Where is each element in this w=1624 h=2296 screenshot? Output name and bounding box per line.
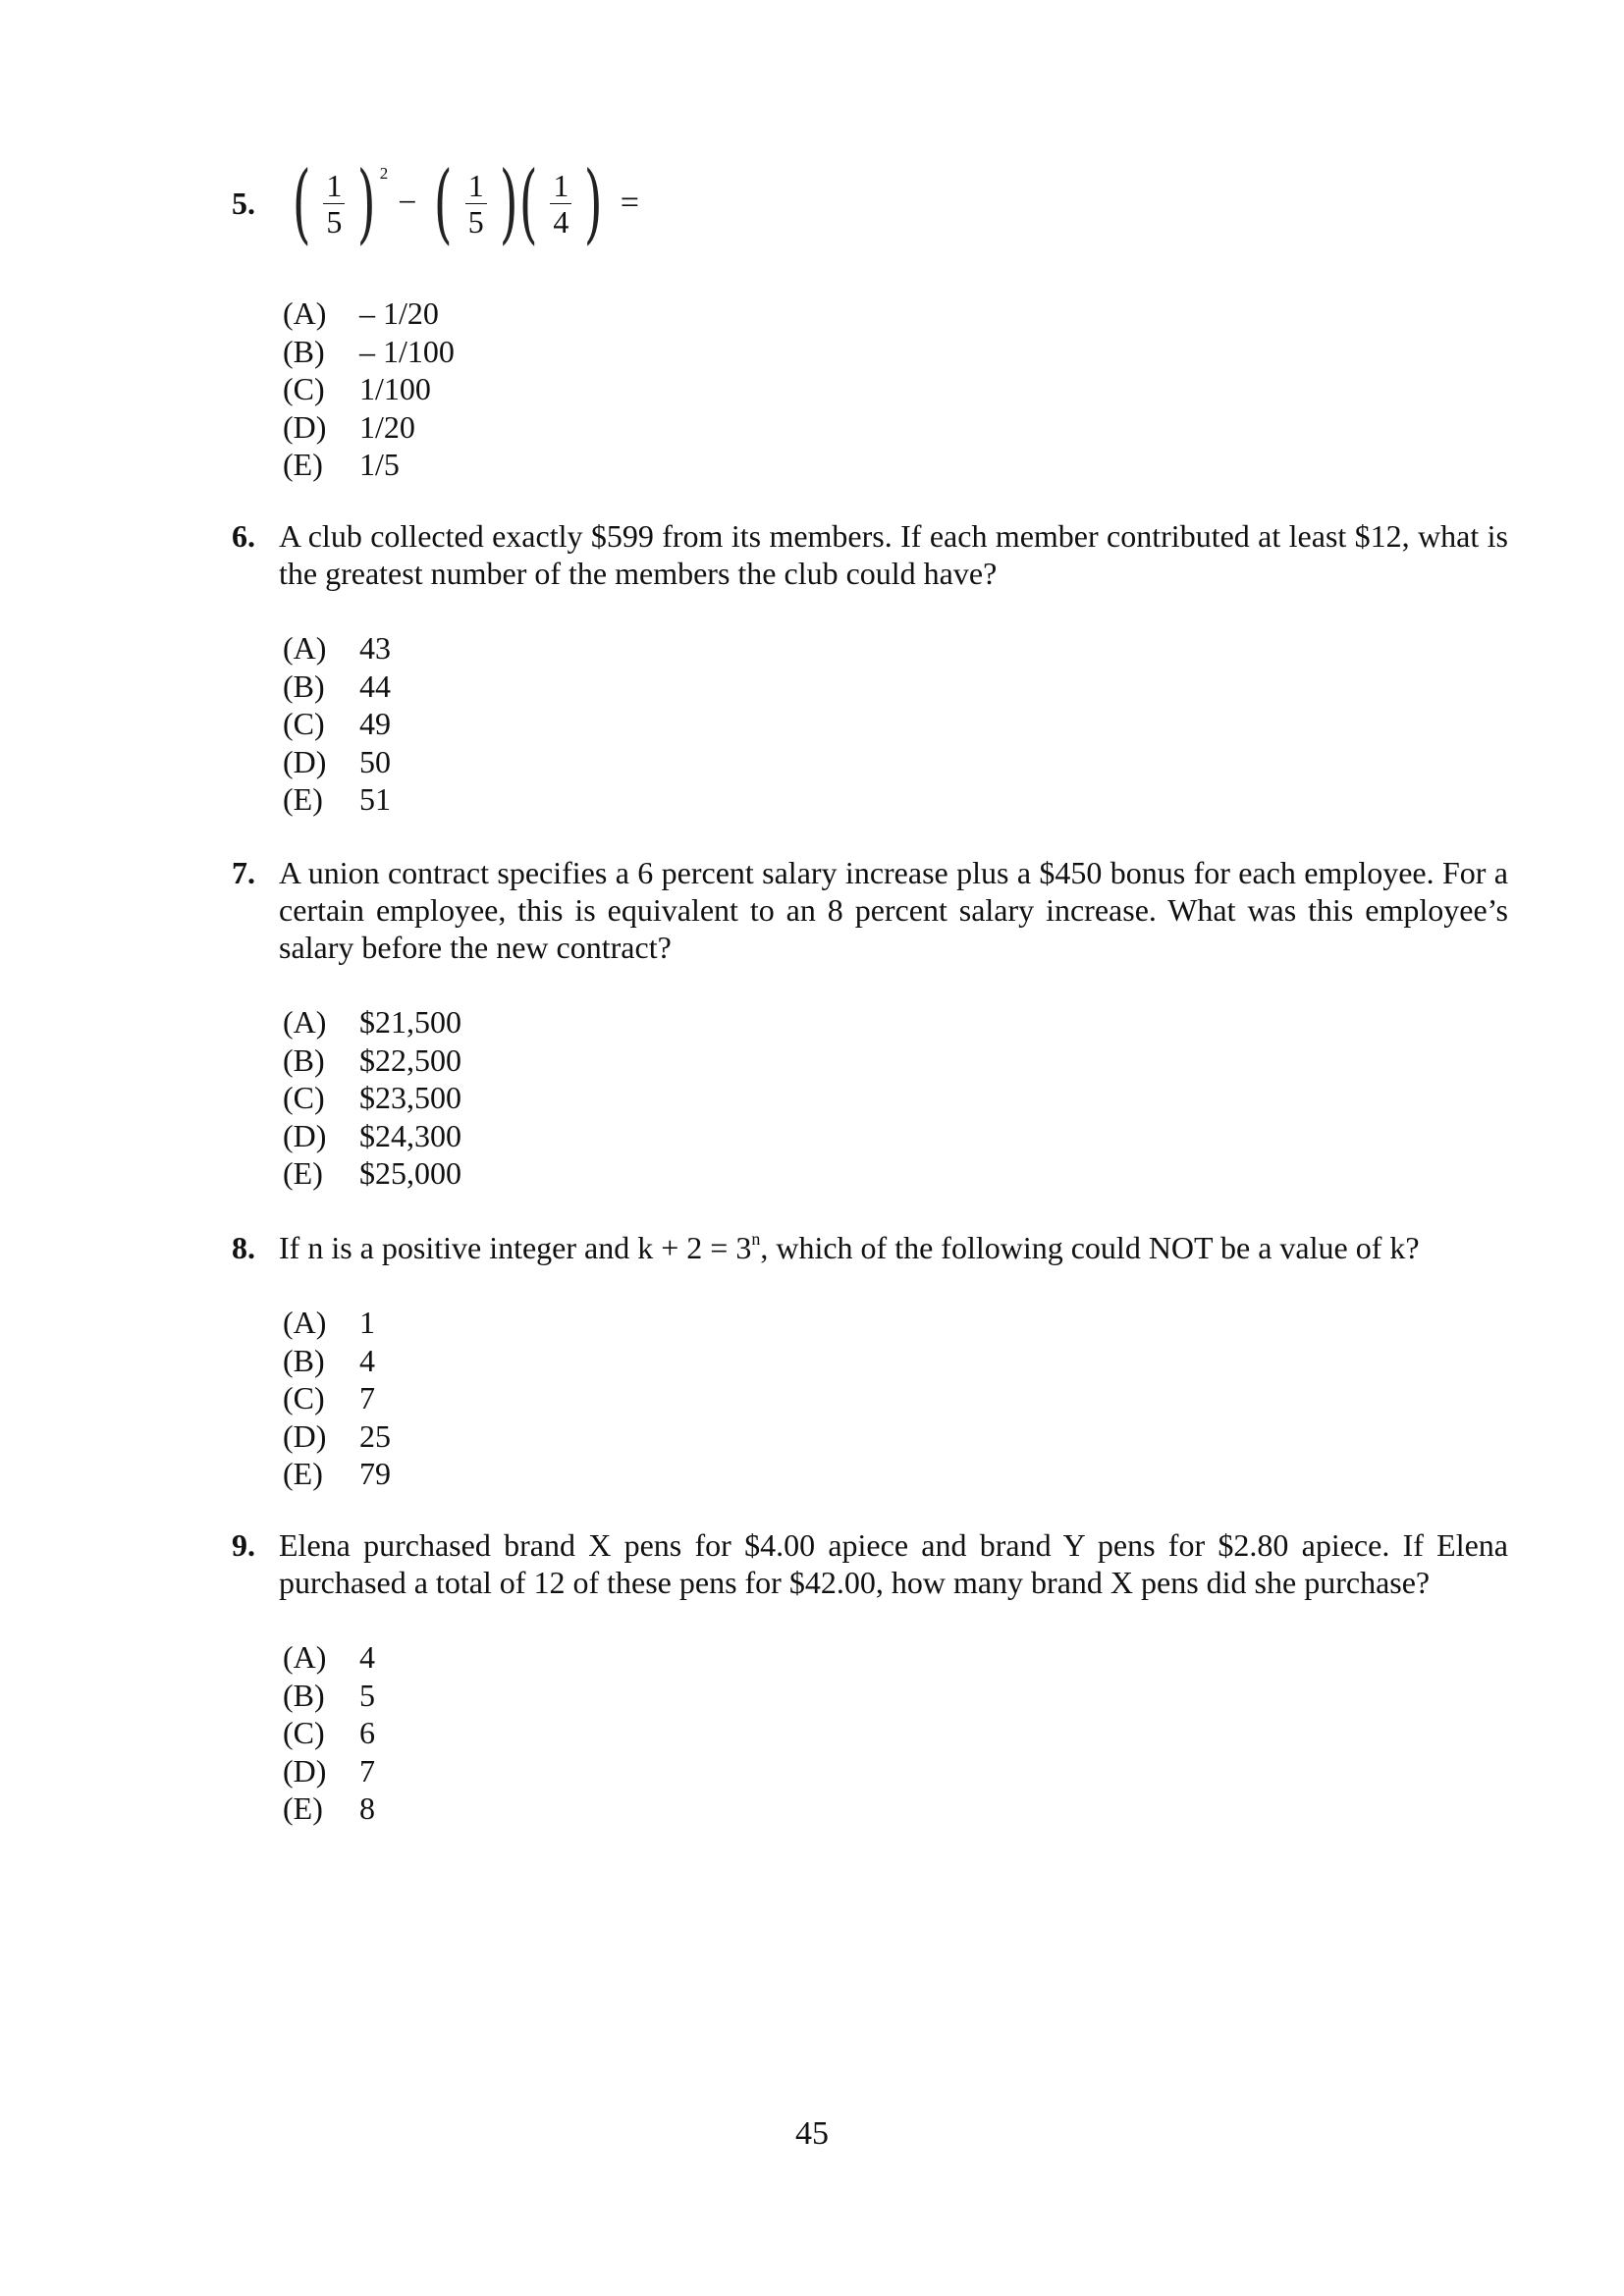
question-9 bbox=[232, 1526, 1508, 1828]
choice-label: (A) bbox=[283, 1639, 327, 1675]
choice-label: (E) bbox=[283, 447, 323, 482]
choice-value: 51 bbox=[359, 781, 391, 817]
choice-value: 79 bbox=[359, 1456, 391, 1491]
fraction-1-over-4 bbox=[547, 168, 574, 240]
answer-choices bbox=[283, 294, 1508, 484]
choice-value: 1/100 bbox=[359, 371, 431, 406]
denominator: 5 bbox=[467, 203, 484, 240]
choice-value: 4 bbox=[359, 1639, 375, 1675]
minus-sign: − bbox=[398, 185, 417, 221]
choice-label: (D) bbox=[283, 1117, 327, 1153]
question-8 bbox=[232, 1229, 1508, 1493]
numerator: 1 bbox=[326, 167, 343, 203]
fraction-1-over-5 bbox=[462, 168, 490, 240]
choice-c[interactable] bbox=[283, 1379, 1508, 1417]
choice-d[interactable] bbox=[283, 408, 1508, 447]
choice-value: 25 bbox=[359, 1417, 391, 1454]
choice-label: (E) bbox=[283, 1456, 323, 1491]
choice-label: (C) bbox=[283, 706, 325, 741]
choice-label: (B) bbox=[283, 1041, 325, 1078]
choice-label: (C) bbox=[283, 1080, 325, 1115]
left-paren: ( bbox=[518, 152, 538, 253]
question-7 bbox=[232, 854, 1508, 1193]
choice-value: – 1/20 bbox=[359, 295, 439, 331]
choice-value: 4 bbox=[359, 1342, 375, 1378]
answer-choices bbox=[283, 1304, 1508, 1493]
question-text: A union contract specifies a 6 percent salary increase plus a $450 bonus for each employee. For a certain employee, this is equivalent to an 8 percent salary increase. What was this employee’s salary before the new contract? bbox=[279, 855, 1508, 965]
choice-value: $25,000 bbox=[359, 1155, 461, 1191]
choice-e[interactable] bbox=[283, 780, 1508, 819]
choice-d[interactable] bbox=[283, 1752, 1508, 1790]
right-paren: ) bbox=[499, 152, 518, 253]
choice-value: 43 bbox=[359, 630, 391, 666]
question-text: A club collected exactly $599 from its members. If each member contributed at least $12, what is the greatest number of the members the club could have? bbox=[279, 518, 1508, 591]
paren-group-2 bbox=[426, 152, 525, 253]
math-expression bbox=[285, 149, 649, 257]
question-5-choices bbox=[232, 257, 1508, 484]
fraction-1-over-5 bbox=[320, 168, 348, 240]
choice-a[interactable] bbox=[283, 294, 1508, 333]
choice-d[interactable] bbox=[283, 743, 1508, 781]
choice-label: (B) bbox=[283, 333, 325, 369]
choice-label: (E) bbox=[283, 1155, 323, 1191]
question-text: Elena purchased brand X pens for $4.00 apiece and brand Y pens for $2.80 apiece. If Elena purchased a total of 12 of these pens for $42.00, how many brand X pens did she purchase? bbox=[279, 1527, 1508, 1600]
choice-value: $22,500 bbox=[359, 1041, 461, 1078]
answer-choices bbox=[283, 1638, 1508, 1828]
choice-value: 8 bbox=[359, 1790, 375, 1826]
page-number: 45 bbox=[795, 2115, 829, 2152]
choice-d[interactable] bbox=[283, 1117, 1508, 1155]
choice-c[interactable] bbox=[283, 1714, 1508, 1752]
choice-label: (D) bbox=[283, 408, 327, 445]
question-number: 7. bbox=[232, 855, 255, 890]
choice-label: (C) bbox=[283, 1715, 325, 1750]
question-number: 5. bbox=[232, 186, 255, 221]
choice-a[interactable] bbox=[283, 629, 1508, 667]
choice-c[interactable] bbox=[283, 705, 1508, 743]
answer-choices bbox=[283, 1003, 1508, 1193]
choice-label: (C) bbox=[283, 1380, 325, 1415]
question-number: 9. bbox=[232, 1527, 255, 1563]
right-paren: ) bbox=[357, 152, 376, 253]
choice-e[interactable] bbox=[283, 1154, 1508, 1193]
right-paren: ) bbox=[584, 152, 604, 253]
denominator: 5 bbox=[326, 203, 343, 240]
left-paren: ( bbox=[292, 152, 311, 253]
question-number: 8. bbox=[232, 1230, 255, 1265]
choice-c[interactable] bbox=[283, 370, 1508, 408]
choice-value: 50 bbox=[359, 743, 391, 779]
question-6 bbox=[232, 517, 1508, 819]
choice-value: 6 bbox=[359, 1715, 375, 1750]
numerator: 1 bbox=[467, 167, 484, 203]
superscript-n: n bbox=[751, 1229, 761, 1249]
choice-d[interactable] bbox=[283, 1417, 1508, 1456]
choice-b[interactable] bbox=[283, 667, 1508, 706]
choice-a[interactable] bbox=[283, 1638, 1508, 1677]
denominator: 4 bbox=[553, 203, 569, 240]
paren-group-1 bbox=[285, 152, 389, 253]
choice-label: (B) bbox=[283, 667, 325, 704]
question-text-part: If n is a positive integer and k + 2 = 3 bbox=[279, 1230, 752, 1265]
choice-e[interactable] bbox=[283, 1455, 1508, 1493]
choice-label: (E) bbox=[283, 1790, 323, 1826]
choice-e[interactable] bbox=[283, 1789, 1508, 1828]
choice-value: 7 bbox=[359, 1380, 375, 1415]
choice-a[interactable] bbox=[283, 1003, 1508, 1041]
choice-value: 7 bbox=[359, 1752, 375, 1789]
choice-e[interactable] bbox=[283, 446, 1508, 484]
numerator: 1 bbox=[553, 167, 569, 203]
choice-value: 1 bbox=[359, 1305, 375, 1340]
choice-a[interactable] bbox=[283, 1304, 1508, 1342]
choice-value: 44 bbox=[359, 667, 391, 704]
choice-label: (D) bbox=[283, 1752, 327, 1789]
equals-sign: = bbox=[620, 185, 639, 221]
choice-value: 5 bbox=[359, 1677, 375, 1713]
choice-label: (B) bbox=[283, 1677, 325, 1713]
choice-label: (C) bbox=[283, 371, 325, 406]
choice-b[interactable] bbox=[283, 1041, 1508, 1080]
choice-value: $21,500 bbox=[359, 1004, 461, 1040]
choice-b[interactable] bbox=[283, 333, 1508, 371]
choice-value: $24,300 bbox=[359, 1117, 461, 1153]
choice-label: (D) bbox=[283, 1417, 327, 1454]
choice-b[interactable] bbox=[283, 1342, 1508, 1380]
exponent: 2 bbox=[379, 164, 389, 183]
choice-label: (A) bbox=[283, 630, 327, 666]
choice-label: (A) bbox=[283, 1305, 327, 1340]
choice-value: $23,500 bbox=[359, 1080, 461, 1115]
paren-group-3 bbox=[512, 152, 611, 253]
answer-choices bbox=[283, 629, 1508, 819]
question-text bbox=[279, 1229, 1508, 1266]
choice-b[interactable] bbox=[283, 1677, 1508, 1715]
choice-value: 49 bbox=[359, 706, 391, 741]
left-paren: ( bbox=[434, 152, 453, 253]
question-text-part: , which of the following could NOT be a value of k? bbox=[760, 1230, 1420, 1265]
choice-label: (D) bbox=[283, 743, 327, 779]
question-number: 6. bbox=[232, 518, 255, 554]
choice-label: (E) bbox=[283, 781, 323, 817]
choice-value: 1/5 bbox=[359, 447, 400, 482]
choice-label: (A) bbox=[283, 295, 327, 331]
choice-value: 1/20 bbox=[359, 408, 415, 445]
choice-label: (B) bbox=[283, 1342, 325, 1378]
choice-c[interactable] bbox=[283, 1079, 1508, 1117]
choice-value: – 1/100 bbox=[359, 333, 455, 369]
choice-label: (A) bbox=[283, 1004, 327, 1040]
